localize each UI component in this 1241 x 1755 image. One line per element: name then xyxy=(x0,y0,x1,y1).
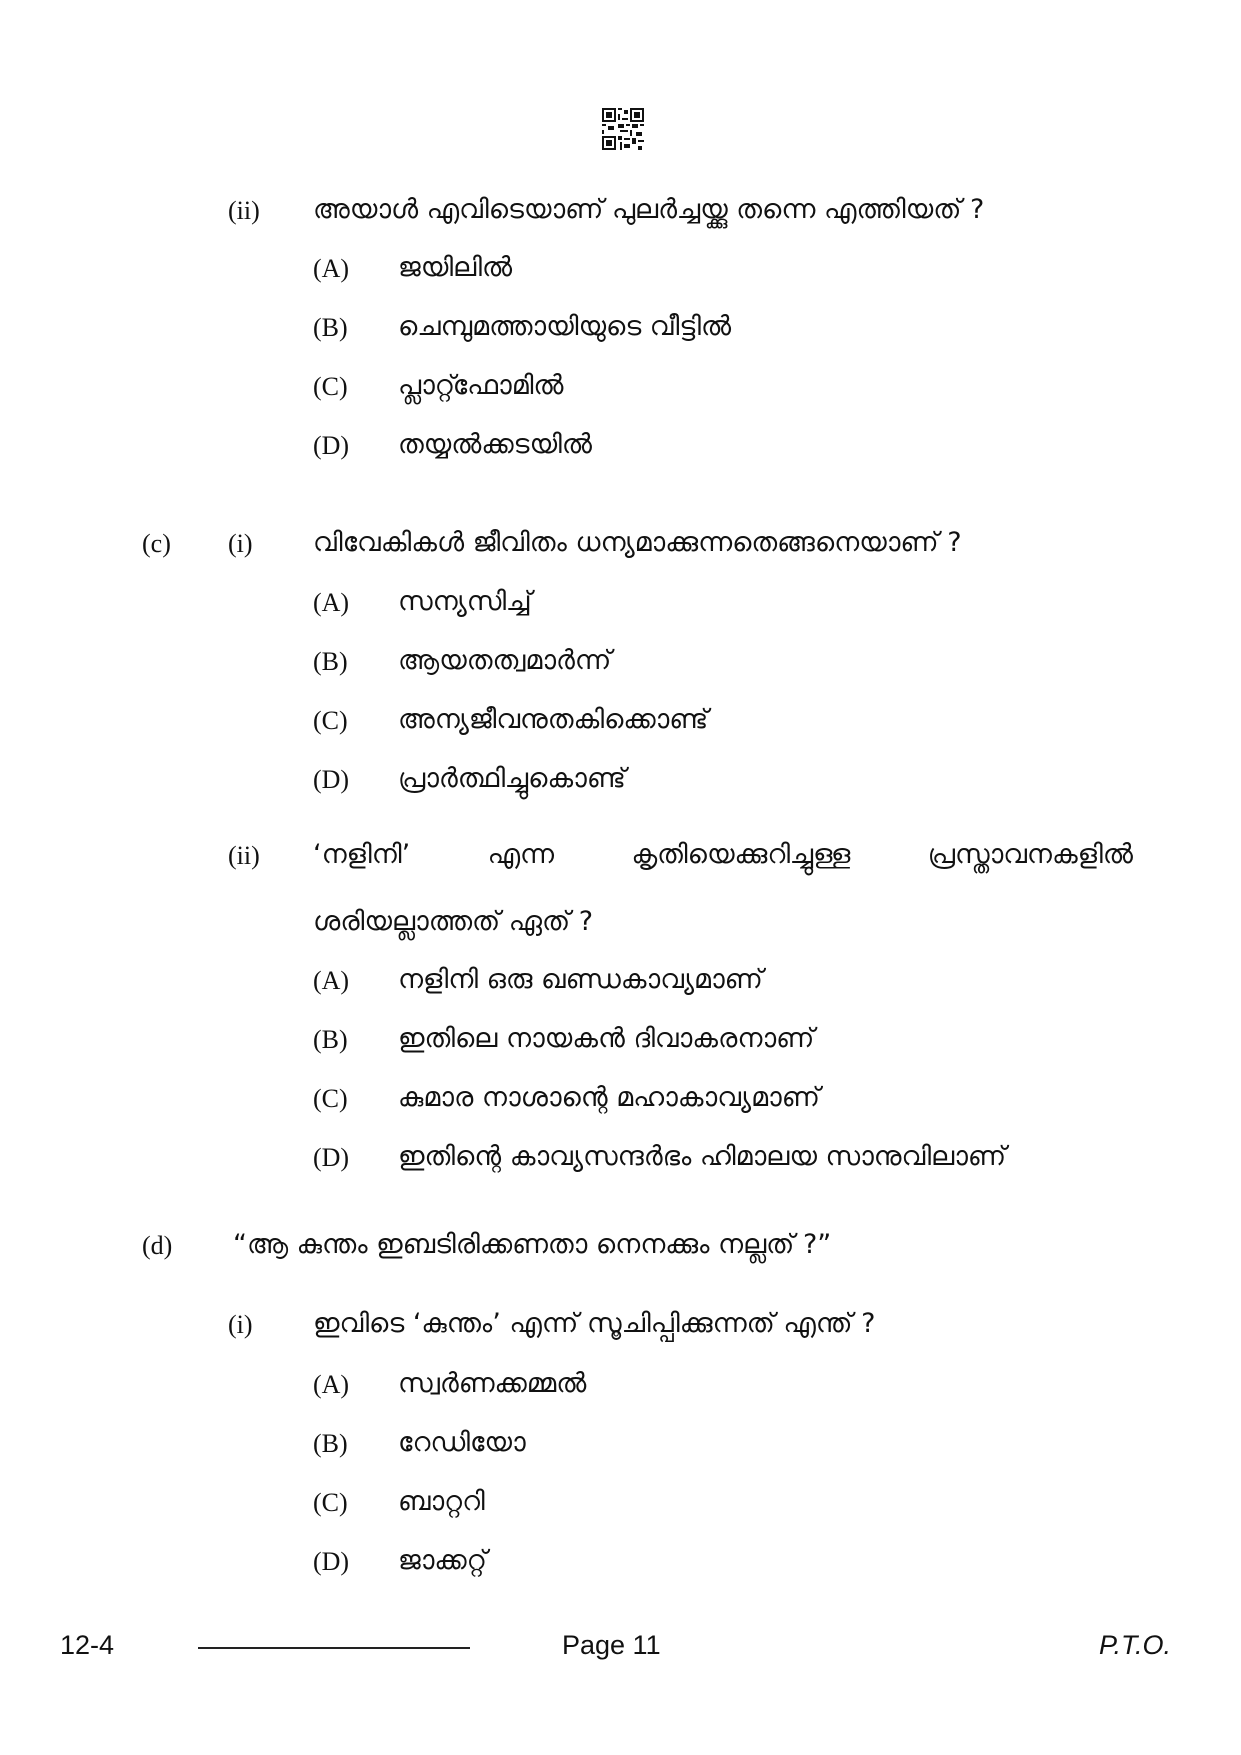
question-text-line-2: ശരിയല്ലാത്തത് ഏത് ? xyxy=(313,906,594,937)
option-label: (A) xyxy=(313,966,350,995)
question-text: അയാൾ എവിടെയാണ് പുലർച്ചയ്ക്കു തന്നെ എത്തിയത് ? xyxy=(313,194,985,225)
option-label: (A) xyxy=(313,254,350,283)
option-text: പ്രാർത്ഥിച്ചുകൊണ്ട് xyxy=(398,763,626,794)
paper-code: 12-4 xyxy=(60,1630,115,1660)
question-text-line-1 xyxy=(313,839,1133,871)
option-label: (C) xyxy=(313,1488,348,1517)
question-text: വിവേകികൾ ജീവിതം ധന്യമാക്കുന്നതെങ്ങനെയാണ് ? xyxy=(313,527,962,558)
question-number: (ii) xyxy=(228,841,260,870)
option-label: (C) xyxy=(313,372,348,401)
option-text: ആയതത്വമാർന്ന് xyxy=(398,645,612,676)
pto-label: P.T.O. xyxy=(1098,1630,1171,1660)
option-text: സ്വർണക്കമ്മൽ xyxy=(398,1368,587,1399)
option-label: (C) xyxy=(313,706,348,735)
qr-code-icon xyxy=(602,108,644,150)
option-label: (B) xyxy=(313,647,348,676)
section-label: (c) xyxy=(142,529,171,558)
option-text: ഇതിലെ നായകൻ ദിവാകരനാണ് xyxy=(398,1023,815,1054)
option-label: (B) xyxy=(313,313,348,342)
question-number: (i) xyxy=(228,1310,253,1339)
section-label: (d) xyxy=(142,1231,173,1260)
footer-rule xyxy=(198,1647,470,1649)
option-label: (B) xyxy=(313,1025,348,1054)
page-number: Page 11 xyxy=(562,1630,661,1660)
question-text: ഇവിടെ ‘കുന്തം’ എന്ന് സൂചിപ്പിക്കുന്നത് എന്ത് ? xyxy=(313,1308,876,1339)
option-text: പ്ലാറ്റ്ഫോമിൽ xyxy=(398,370,564,401)
option-label: (D) xyxy=(313,1143,350,1172)
option-text: ചെമ്പുമത്തായിയുടെ വീട്ടിൽ xyxy=(398,311,732,342)
option-label: (D) xyxy=(313,765,350,794)
option-text: നളിനി ഒരു ഖണ്ഡകാവ്യമാണ് xyxy=(398,964,763,995)
option-label: (D) xyxy=(313,431,350,460)
option-text: തയ്യൽക്കടയിൽ xyxy=(398,429,592,460)
option-label: (B) xyxy=(313,1429,348,1458)
option-text: അന്യജീവനുതകിക്കൊണ്ട് xyxy=(398,704,709,735)
option-label: (D) xyxy=(313,1547,350,1576)
option-label: (A) xyxy=(313,588,350,617)
option-text: റേഡിയോ xyxy=(398,1427,526,1458)
option-text: ജയിലിൽ xyxy=(398,252,513,283)
option-label: (A) xyxy=(313,1370,350,1399)
option-text: ഇതിന്റെ കാവ്യസന്ദർഭം ഹിമാലയ സാനുവിലാണ് xyxy=(398,1141,1007,1172)
option-text: കുമാര നാശാന്റെ മഹാകാവ്യമാണ് xyxy=(398,1082,820,1113)
option-text: ബാറ്ററി xyxy=(398,1486,485,1517)
question-number: (i) xyxy=(228,529,253,558)
option-text: സന്യസിച്ച് xyxy=(398,586,532,617)
question-word: ‘നളിനി’ xyxy=(313,839,411,870)
question-word: കൃതിയെക്കുറിച്ചുള്ള xyxy=(631,839,851,870)
question-number: (ii) xyxy=(228,196,260,225)
question-word: പ്രസ്താവനകളിൽ xyxy=(927,839,1133,870)
option-label: (C) xyxy=(313,1084,348,1113)
question-word: എന്ന xyxy=(487,839,555,870)
option-text: ജാക്കറ്റ് xyxy=(398,1545,488,1576)
quote-text: “ആ കുന്തം ഇബടിരിക്കണതാ നെനക്കും നല്ലത് ?” xyxy=(233,1229,832,1260)
